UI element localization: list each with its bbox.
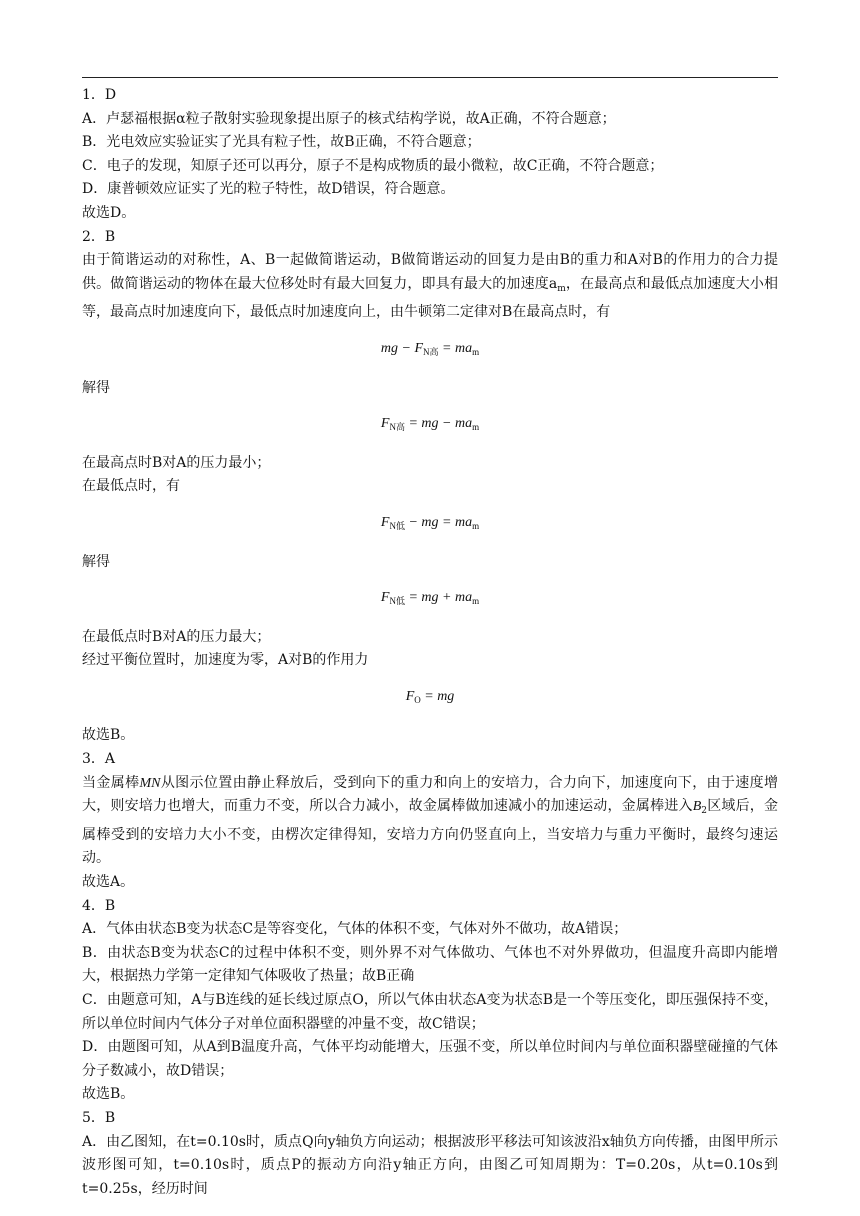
q2-intro-text: 由于简谐运动的对称性，A、B一起做简谐运动，B做简谐运动的回复力是由B的重力和A对B的作用力的合力提供。做简谐运动的物体在最大位移处时有最大回复力，即具有最大的加速度a xyxy=(82,252,778,292)
q4-option-d: D．由题图可知，从A到B温度升高，气体平均动能增大，压强不变，所以单位时间内与单位面积器壁碰撞的气体分子数减小，故D错误； xyxy=(82,1039,778,1079)
q3-heading: 3．A xyxy=(82,751,116,768)
q5-option-a: A．由乙图知，在t=0.10s时，质点Q向y轴负方向运动；根据波形平移法可知该波沿x轴负方向传播，由图甲所示波形图可知，t=0.10s时，质点P的振动方向沿y轴正方向，由图乙可知周期为：T=0.20s，从t=0.10s到t=0.25s，经历时间 xyxy=(82,1133,778,1197)
header-rule xyxy=(82,77,778,78)
q2-equation-4: $F_{N低}$ = mg + $ma_m$ xyxy=(380,590,480,607)
q4-option-c: C．由题意可知，A与B连线的延长线过原点O，所以气体由状态A变为状态B是一个等压变化，即压强保持不变，所以单位时间内气体分子对单位面积器壁的冲量不变，故C错误； xyxy=(82,992,778,1032)
q2-choice: 故选B。 xyxy=(82,727,135,744)
q1-option-b: B．光电效应实验证实了光具有粒子性，故B正确，不符合题意； xyxy=(82,134,481,151)
q2-heading: 2．B xyxy=(82,228,116,245)
q4-choice: 故选B。 xyxy=(82,1086,135,1103)
q1-option-d: D．康普顿效应证实了光的粒子特性，故D错误，符合题意。 xyxy=(82,181,455,198)
q2-solve-1: 解得 xyxy=(82,379,110,396)
q2-equation-1: mg − $F_{N高} = ma_m$ xyxy=(380,340,480,357)
q2-equation-5: $F_O$ = mg xyxy=(405,688,455,705)
q1-option-c: C．电子的发现，知原子还可以再分，原子不是构成物质的最小微粒，故C正确，不符合题意； xyxy=(82,157,664,174)
q3-paragraph: 当金属棒MN从图示位置由静止释放后，受到向下的重力和向上的安培力，合力向下，加速度向下，由于速度增大，则安培力也增大，而重力不变，所以合力减小，故金属棒做加速减小的加速运动，金属棒进入$B_2$区域后，金属棒受到的安培力大小不变，由楞次定律得知，安培力方向仍竖直向上，当安培力与重力平衡时，最终匀速运动。 xyxy=(82,774,779,867)
answer-document xyxy=(82,84,778,1201)
q2-line-low: 在最低点时，有 xyxy=(82,478,180,495)
q2-equation-2: $F_{N高}$ = mg − $ma_m$ xyxy=(380,416,480,433)
q1-choice: 故选D。 xyxy=(82,204,136,221)
q2-intro-tail: ，在最高点和最低点加速度大小相等，最高点时加速度向下，最低点时加速度向上，由牛顿第二定律对B在最高点时，有 xyxy=(82,275,778,321)
q2-line-balance: 经过平衡位置时，加速度为零，A对B的作用力 xyxy=(82,652,369,669)
q1-option-a: A．卢瑟福根据α粒子散射实验现象提出原子的核式结构学说，故A正确，不符合题意； xyxy=(82,110,616,127)
q1-heading: 1．D xyxy=(82,87,117,103)
q2-line-min: 在最高点时B对A的压力最小； xyxy=(82,454,271,471)
q3-choice: 故选A。 xyxy=(82,874,135,891)
q2-solve-2: 解得 xyxy=(82,553,110,570)
q5-heading: 5．B xyxy=(82,1109,116,1126)
q4-option-b: B．由状态B变为状态C的过程中体积不变，则外界不对气体做功、气体也不对外界做功，但温度升高即内能增大，根据热力学第一定律知气体吸收了热量；故B正确 xyxy=(82,944,778,985)
q2-intro xyxy=(82,249,778,325)
q2-line-max: 在最低点时B对A的压力最大； xyxy=(82,628,271,645)
q4-heading: 4．B xyxy=(82,897,116,914)
q2-intro-sub: m xyxy=(557,283,566,294)
q4-option-a: A．气体由状态B变为状态C是等容变化，气体的体积不变，气体对外不做功，故A错误； xyxy=(82,921,628,938)
q2-equation-3: $F_{N低}$ − mg = $ma_m$ xyxy=(380,514,480,531)
